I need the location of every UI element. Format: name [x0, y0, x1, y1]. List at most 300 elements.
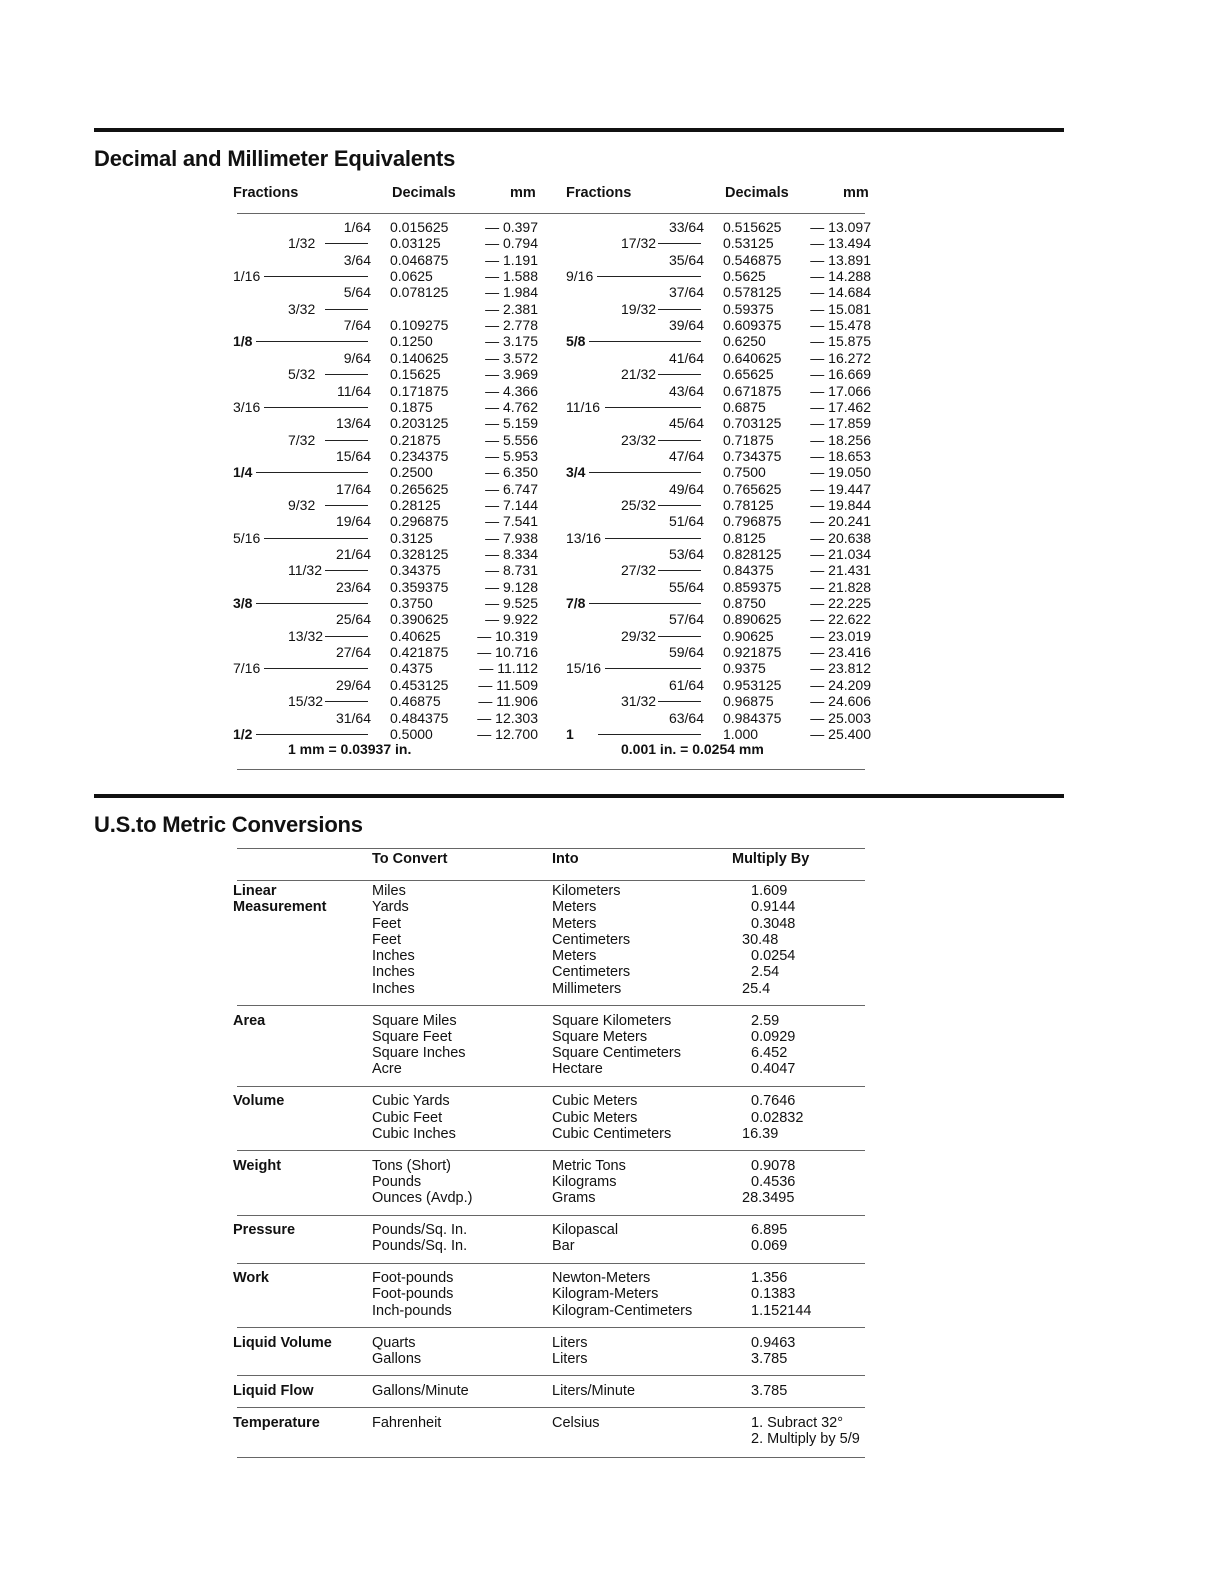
multiply-column-item: 16.39 — [742, 1125, 779, 1142]
into-column — [552, 1270, 692, 1319]
decimal-value: 0.390625 — [390, 611, 449, 628]
decimal-value: 0.203125 — [390, 415, 449, 432]
fraction-label: 23/32 — [621, 431, 657, 448]
group-divider — [237, 1150, 865, 1151]
into-column-item: Liters — [552, 1350, 588, 1367]
fraction-label: 59/64 — [668, 644, 704, 661]
note-mm-to-in: 1 mm = 0.03937 in. — [288, 741, 412, 757]
convert-column-item: Cubic Feet — [372, 1109, 443, 1126]
fraction-row — [0, 611, 1224, 627]
mm-value: — 13.494 — [810, 235, 871, 252]
category-label: Area — [233, 1012, 266, 1029]
decimal-value: 0.609375 — [723, 317, 782, 334]
fraction-label: 17/64 — [335, 480, 371, 497]
fraction-row — [0, 481, 1224, 497]
category-label: Volume — [233, 1093, 285, 1110]
multiply-column-item: 30.48 — [742, 931, 779, 948]
convert-column-item: Inches — [372, 980, 415, 997]
convert-column — [372, 883, 415, 997]
decimal-value: 0.2500 — [390, 464, 433, 481]
convert-column-item: Tons (Short) — [372, 1157, 451, 1174]
header-mm-left: mm — [510, 185, 536, 201]
fraction-row — [0, 415, 1224, 431]
mm-value: — 23.019 — [810, 627, 871, 644]
fraction-row — [0, 497, 1224, 513]
table-bottom-rule — [237, 769, 865, 770]
multiply-column-item: 2.59 — [751, 1012, 780, 1029]
fraction-label: 3/64 — [343, 251, 371, 268]
fraction-label: 57/64 — [668, 611, 704, 628]
mm-value: — 9.525 — [485, 595, 538, 612]
decimal-value: 0.671875 — [723, 382, 782, 399]
header-into: Into — [552, 851, 579, 867]
convert-column-item: Feet — [372, 931, 402, 948]
decimal-value: 0.1875 — [390, 398, 433, 415]
convert-column — [372, 1335, 421, 1368]
mm-value: — 7.938 — [485, 529, 538, 546]
decimal-value: 0.484375 — [390, 709, 449, 726]
into-column-item: Meters — [552, 899, 597, 916]
decimal-value: 0.578125 — [723, 284, 782, 301]
fraction-row — [0, 530, 1224, 546]
mm-value: — 15.081 — [810, 300, 871, 317]
note-in-to-mm: 0.001 in. = 0.0254 mm — [621, 741, 764, 757]
decimal-value: 0.59375 — [723, 300, 774, 317]
fraction-label: 35/64 — [668, 251, 704, 268]
decimal-value: 0.28125 — [390, 496, 441, 513]
multiply-column-item: 0.9463 — [751, 1334, 796, 1351]
into-column-item: Square Centimeters — [552, 1045, 681, 1062]
mm-value: — 2.381 — [485, 300, 538, 317]
category-label: Temperature — [233, 1414, 320, 1431]
decimal-value: 0.8750 — [723, 595, 766, 612]
decimal-value: 0.515625 — [723, 219, 782, 235]
decimal-value: 0.171875 — [390, 382, 449, 399]
fraction-row — [0, 644, 1224, 660]
decimal-value: 0.296875 — [390, 513, 449, 530]
into-column-item: Kilopascal — [552, 1222, 619, 1239]
decimal-value: 0.703125 — [723, 415, 782, 432]
mm-value: — 15.478 — [810, 317, 871, 334]
into-column-item: Hectare — [552, 1061, 603, 1078]
convert-column-item: Quarts — [372, 1334, 416, 1351]
fraction-label: 25/64 — [335, 611, 371, 628]
decimal-value: 0.4375 — [390, 660, 433, 677]
multiply-column — [742, 1270, 811, 1319]
fraction-label: 13/16 — [566, 529, 602, 546]
group-divider — [237, 1086, 865, 1087]
decimal-value: 0.859375 — [723, 578, 782, 595]
fraction-row — [0, 562, 1224, 578]
decimal-value: 0.265625 — [390, 480, 449, 497]
category-label: Liquid Flow — [233, 1382, 314, 1399]
mm-value: — 15.875 — [810, 333, 871, 350]
multiply-column-item: 0.9144 — [751, 899, 796, 916]
decimal-value: 0.03125 — [390, 235, 441, 252]
into-column-item: Bar — [552, 1238, 575, 1255]
convert-column — [372, 1158, 472, 1207]
decimal-value: 0.5625 — [723, 268, 766, 285]
conversion-bottom-rule — [237, 1457, 865, 1458]
convert-column-item: Pounds — [372, 1173, 422, 1190]
into-column-item: Liters — [552, 1334, 588, 1351]
fraction-label: 13/32 — [288, 627, 324, 644]
mm-value: — 5.953 — [485, 447, 538, 464]
into-column — [552, 1415, 600, 1431]
mm-value: — 13.097 — [810, 219, 871, 235]
convert-column-item: Square Miles — [372, 1012, 457, 1029]
fraction-row — [0, 628, 1224, 644]
leader-line — [589, 472, 701, 473]
fraction-row — [0, 595, 1224, 611]
convert-column-item: Yards — [372, 899, 409, 916]
decimal-value: 0.453125 — [390, 676, 449, 693]
decimal-value: 0.984375 — [723, 709, 782, 726]
multiply-column — [742, 1383, 787, 1399]
mm-value: — 19.447 — [810, 480, 871, 497]
into-column-item: Cubic Meters — [552, 1093, 638, 1110]
mm-value: — 4.366 — [485, 382, 538, 399]
convert-column-item: Square Feet — [372, 1028, 452, 1045]
mm-value: — 17.066 — [810, 382, 871, 399]
convert-column — [372, 1270, 453, 1319]
multiply-column-item: 0.4047 — [751, 1061, 796, 1078]
fraction-label: 37/64 — [668, 284, 704, 301]
conversion-header-rule — [237, 880, 865, 881]
fraction-label: 1/8 — [233, 333, 253, 350]
fraction-label: 51/64 — [668, 513, 704, 530]
fraction-label: 3/32 — [288, 300, 316, 317]
fraction-row — [0, 432, 1224, 448]
mm-value: — 3.572 — [485, 349, 538, 366]
fraction-label: 7/64 — [343, 317, 371, 334]
fraction-row — [0, 660, 1224, 676]
mm-value: — 19.844 — [810, 496, 871, 513]
into-column-item: Centimeters — [552, 964, 631, 981]
convert-column-item: Foot-pounds — [372, 1286, 454, 1303]
decimal-value: 0.6875 — [723, 398, 766, 415]
convert-column-item: Inches — [372, 964, 415, 981]
fraction-label: 7/16 — [233, 660, 261, 677]
category-label: Work — [233, 1270, 269, 1287]
decimal-value: 0.9375 — [723, 660, 766, 677]
decimal-value: 0.15625 — [390, 366, 441, 383]
multiply-column-item: 1.609 — [751, 883, 788, 899]
mm-value: — 18.256 — [810, 431, 871, 448]
leader-line — [598, 734, 701, 735]
decimal-value: 0.828125 — [723, 546, 782, 562]
convert-column — [372, 1013, 466, 1078]
fraction-label: 23/64 — [335, 578, 371, 595]
multiply-column-item: 6.452 — [751, 1045, 788, 1062]
decimal-value: 0.78125 — [723, 496, 774, 513]
header-fractions-right: Fractions — [566, 185, 632, 201]
fraction-label: 41/64 — [668, 349, 704, 366]
fraction-label: 47/64 — [668, 447, 704, 464]
decimal-value: 0.96875 — [723, 693, 774, 710]
mm-value: — 10.319 — [477, 627, 538, 644]
mm-value: — 6.747 — [485, 480, 538, 497]
multiply-column-item: 2.54 — [751, 964, 780, 981]
fraction-row — [0, 546, 1224, 562]
multiply-column — [742, 1222, 787, 1255]
fraction-label: 3/16 — [233, 398, 261, 415]
fraction-label: 13/64 — [335, 415, 371, 432]
fraction-label: 11/16 — [566, 398, 600, 415]
group-divider — [237, 1407, 865, 1408]
mm-value: — 21.828 — [810, 578, 871, 595]
decimal-value: 0.421875 — [390, 644, 449, 661]
into-column-item: Millimeters — [552, 980, 622, 997]
header-to-convert: To Convert — [372, 851, 448, 867]
decimal-value: 0.890625 — [723, 611, 782, 628]
decimal-value: 0.640625 — [723, 349, 782, 366]
convert-column-item: Ounces (Avdp.) — [372, 1190, 473, 1207]
multiply-column-item: 0.3048 — [751, 915, 796, 932]
multiply-column-item: 3.785 — [751, 1350, 788, 1367]
decimal-value: 0.234375 — [390, 447, 449, 464]
decimal-value: 0.53125 — [723, 235, 774, 252]
leader-line — [589, 341, 701, 342]
mm-value: — 2.778 — [485, 317, 538, 334]
decimal-value: 0.3125 — [390, 529, 433, 546]
mm-value: — 20.241 — [810, 513, 871, 530]
mm-value: — 5.556 — [485, 431, 538, 448]
mm-value: — 21.431 — [810, 562, 871, 579]
multiply-column-item: 0.0929 — [751, 1028, 796, 1045]
decimal-value: 0.765625 — [723, 480, 782, 497]
into-column-item: Celsius — [552, 1414, 600, 1431]
multiply-column-item: 1. Subract 32° — [751, 1414, 844, 1431]
decimal-value: 0.65625 — [723, 366, 774, 383]
decimal-value: 0.359375 — [390, 578, 449, 595]
fraction-label: 53/64 — [668, 546, 704, 562]
leader-line — [605, 407, 701, 408]
mm-value: — 10.716 — [477, 644, 538, 661]
leader-line — [658, 309, 701, 310]
into-column-item: Meters — [552, 915, 597, 932]
decimal-value: 0.21875 — [390, 431, 441, 448]
fraction-label: 27/64 — [335, 644, 371, 661]
multiply-column-item: 0.02832 — [751, 1109, 804, 1126]
fraction-label: 21/32 — [621, 366, 657, 383]
convert-column-item: Feet — [372, 915, 402, 932]
mm-value: — 16.272 — [810, 349, 871, 366]
into-column-item: Centimeters — [552, 931, 631, 948]
fraction-row — [0, 333, 1224, 349]
mm-value: — 11.509 — [478, 676, 538, 693]
decimal-value: 0.34375 — [390, 562, 441, 579]
conversion-top-rule — [237, 848, 865, 849]
mm-value: — 11.112 — [479, 660, 538, 677]
decimal-value: 0.0625 — [390, 268, 433, 285]
decimal-value: 0.109275 — [390, 317, 449, 334]
category-label: Linear Measurement — [233, 883, 327, 916]
mm-value: — 17.859 — [810, 415, 871, 432]
leader-line — [597, 276, 701, 277]
into-column-item: Cubic Meters — [552, 1109, 638, 1126]
into-column-item: Kilograms — [552, 1173, 617, 1190]
multiply-column — [742, 1158, 795, 1207]
decimal-value: 0.546875 — [723, 251, 782, 268]
fraction-label: 39/64 — [668, 317, 704, 334]
fraction-row — [0, 710, 1224, 726]
mm-value: — 8.731 — [485, 562, 538, 579]
into-column-item: Square Meters — [552, 1028, 648, 1045]
mm-value: — 13.891 — [810, 251, 871, 268]
leader-line — [658, 701, 701, 702]
multiply-column — [742, 1013, 795, 1078]
into-column — [552, 1093, 671, 1142]
decimal-value: 0.5000 — [390, 725, 433, 742]
fraction-row — [0, 219, 1224, 235]
convert-column-item: Acre — [372, 1061, 402, 1078]
decimal-value: 0.796875 — [723, 513, 782, 530]
fraction-label: 25/32 — [621, 496, 657, 513]
category-label: Pressure — [233, 1222, 296, 1239]
decimal-value: 0.078125 — [390, 284, 449, 301]
convert-column-item: Gallons — [372, 1350, 422, 1367]
fraction-label: 21/64 — [335, 546, 371, 562]
fraction-label: 5/8 — [566, 333, 586, 350]
mm-value: — 4.762 — [485, 398, 538, 415]
convert-column-item: Fahrenheit — [372, 1414, 442, 1431]
decimal-value: 0.7500 — [723, 464, 766, 481]
convert-column-item: Inch-pounds — [372, 1302, 452, 1319]
fraction-row — [0, 252, 1224, 268]
leader-line — [658, 440, 701, 441]
mm-value: — 22.622 — [810, 611, 871, 628]
fraction-label: 3/8 — [233, 595, 253, 612]
fraction-label: 5/16 — [233, 529, 261, 546]
fraction-label: 15/64 — [335, 447, 371, 464]
decimal-value: 0.046875 — [390, 251, 449, 268]
fraction-row — [0, 399, 1224, 415]
multiply-column-item: 0.4536 — [751, 1173, 796, 1190]
mm-value: — 23.416 — [810, 644, 871, 661]
fraction-row — [0, 284, 1224, 300]
multiply-column-item: 25.4 — [742, 980, 771, 997]
fraction-row — [0, 513, 1224, 529]
fraction-row — [0, 268, 1224, 284]
leader-line — [605, 538, 701, 539]
decimal-value: 0.015625 — [390, 219, 449, 235]
multiply-column-item: 1.152144 — [751, 1302, 812, 1319]
mm-value: — 19.050 — [810, 464, 871, 481]
fraction-label: 7/8 — [566, 595, 586, 612]
mm-value: — 14.684 — [810, 284, 871, 301]
multiply-column — [742, 883, 795, 997]
multiply-column — [742, 1335, 795, 1368]
fraction-label: 9/64 — [343, 349, 371, 366]
leader-line — [658, 570, 701, 571]
fraction-label: 15/16 — [566, 660, 602, 677]
mm-value: — 22.225 — [810, 595, 871, 612]
into-column — [552, 883, 630, 997]
multiply-column-item: 1.356 — [751, 1270, 788, 1287]
convert-column-item: Pounds/Sq. In. — [372, 1238, 468, 1255]
mm-value: — 1.191 — [485, 251, 538, 268]
decimal-value: 0.90625 — [723, 627, 774, 644]
convert-column — [372, 1383, 469, 1399]
into-column-item: Kilogram-Centimeters — [552, 1302, 693, 1319]
group-divider — [237, 1005, 865, 1006]
decimal-value: 0.40625 — [390, 627, 441, 644]
into-column — [552, 1222, 618, 1255]
fraction-label: 11/32 — [288, 562, 322, 579]
group-divider — [237, 1375, 865, 1376]
convert-column-item: Cubic Yards — [372, 1093, 450, 1110]
fraction-row — [0, 579, 1224, 595]
convert-column-item: Cubic Inches — [372, 1125, 456, 1142]
into-column-item: Cubic Centimeters — [552, 1125, 672, 1142]
into-column — [552, 1383, 635, 1399]
fraction-row — [0, 317, 1224, 333]
fraction-label: 27/32 — [621, 562, 657, 579]
into-column-item: Meters — [552, 948, 597, 965]
convert-column-item: Inches — [372, 948, 415, 965]
fraction-label: 29/32 — [621, 627, 657, 644]
multiply-column-item: 0.7646 — [751, 1093, 796, 1110]
fraction-label: 31/32 — [621, 693, 657, 710]
group-divider — [237, 1327, 865, 1328]
into-column — [552, 1013, 681, 1078]
fraction-row — [0, 464, 1224, 480]
mm-value: — 23.812 — [810, 660, 871, 677]
leader-line — [658, 505, 701, 506]
mm-value: — 3.969 — [485, 366, 538, 383]
mm-value: — 12.303 — [477, 709, 538, 726]
fraction-label: 9/32 — [288, 496, 316, 513]
convert-column — [372, 1222, 467, 1255]
decimal-value: 0.328125 — [390, 546, 449, 562]
mm-value: — 9.128 — [485, 578, 538, 595]
into-column-item: Grams — [552, 1190, 596, 1207]
convert-column — [372, 1093, 456, 1142]
multiply-column-item: 28.3495 — [742, 1190, 795, 1207]
decimal-value: 0.3750 — [390, 595, 433, 612]
fraction-label: 19/64 — [335, 513, 371, 530]
fraction-row — [0, 677, 1224, 693]
mm-value: — 5.159 — [485, 415, 538, 432]
fraction-row — [0, 693, 1224, 709]
leader-line — [605, 668, 701, 669]
header-multiply-by: Multiply By — [732, 851, 810, 867]
decimal-value: 0.8125 — [723, 529, 766, 546]
mm-value: — 0.397 — [485, 219, 538, 235]
into-column-item: Kilogram-Meters — [552, 1286, 659, 1303]
mm-value: — 11.906 — [478, 693, 538, 710]
convert-column-item: Pounds/Sq. In. — [372, 1222, 468, 1239]
header-decimals-right: Decimals — [725, 185, 789, 201]
fraction-label: 55/64 — [668, 578, 704, 595]
mm-value: — 12.700 — [477, 725, 538, 742]
convert-column-item: Square Inches — [372, 1045, 466, 1062]
category-label: Weight — [233, 1157, 282, 1174]
mm-value: — 20.638 — [810, 529, 871, 546]
fraction-label: 9/16 — [566, 268, 594, 285]
fraction-row — [0, 366, 1224, 382]
convert-column-item: Foot-pounds — [372, 1270, 454, 1287]
decimal-section-title: Decimal and Millimeter Equivalents — [94, 146, 456, 171]
decimal-value: 0.921875 — [723, 644, 782, 661]
multiply-column-item: 0.1383 — [751, 1286, 796, 1303]
group-divider — [237, 1263, 865, 1264]
into-column — [552, 1158, 626, 1207]
fraction-label: 1/4 — [233, 464, 253, 481]
fraction-row — [0, 383, 1224, 399]
mm-value: — 9.922 — [485, 611, 538, 628]
